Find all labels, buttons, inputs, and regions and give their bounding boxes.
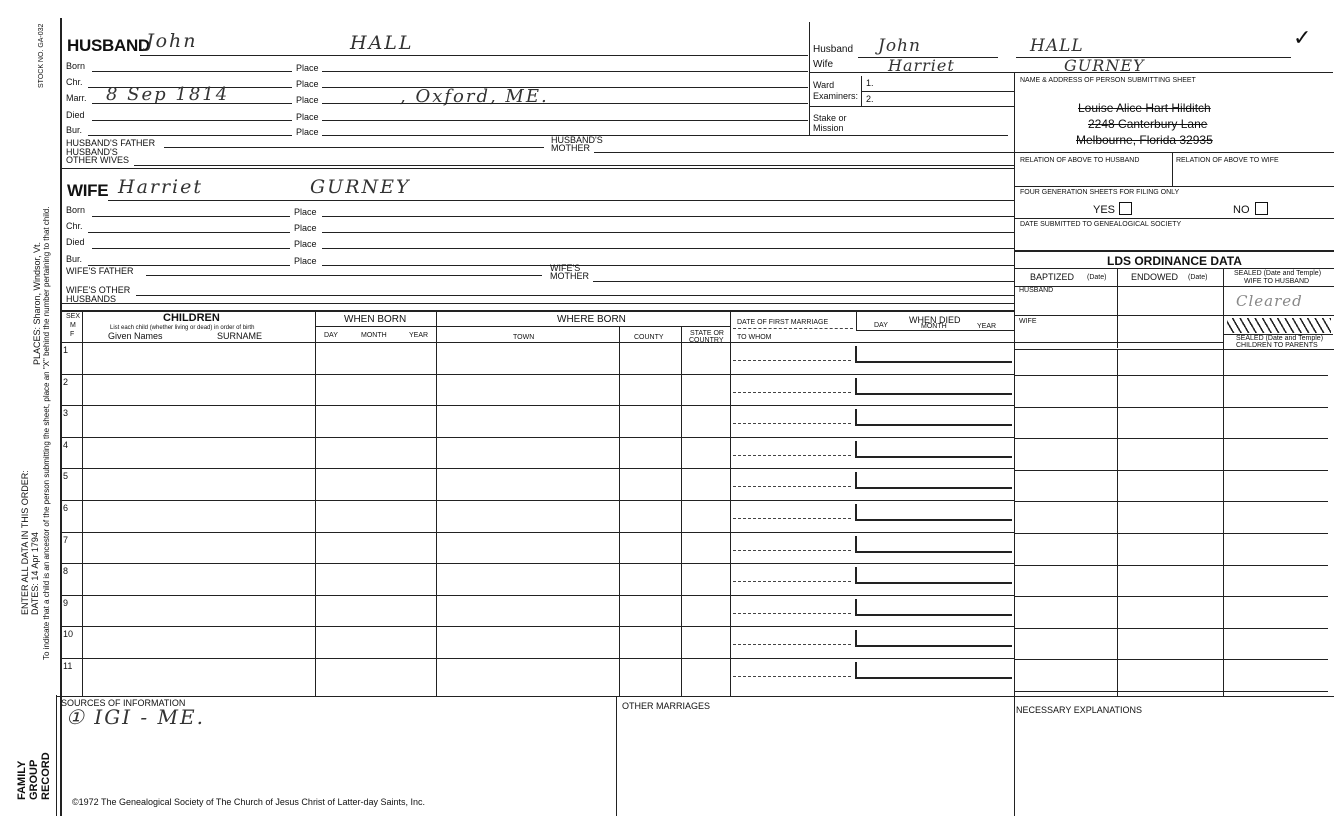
ward-wife-given[interactable]: Harriet [888,56,955,75]
submitter-line1[interactable]: Louise Alice Hart Hilditch [1078,101,1211,115]
husband-father-label: HUSBAND'S FATHER [66,138,156,148]
child-row-number: 2 [63,377,69,387]
lds-row-divider [1014,470,1328,471]
husband-marr-place[interactable]: , Oxford, ME. [400,86,549,107]
child-died-box[interactable] [855,662,1012,679]
county-label: COUNTY [634,334,664,341]
born-day-label: DAY [324,332,338,339]
husband-born-label: Born [66,61,86,71]
lds-endowed-label: ENDOWED [1131,272,1178,282]
lds-wife-label: WIFE [1019,318,1037,325]
child-marriage-dash [733,676,851,677]
lds-cleared: Cleared [1236,292,1303,310]
husband-other-wives-label-1: HUSBAND'S [66,147,118,157]
child-row-divider [60,563,1014,564]
child-row-number: 7 [63,535,69,545]
lds-row-divider [1014,596,1328,597]
child-marriage-dash [733,581,851,582]
where-born-label: WHERE BORN [557,314,626,325]
lds-row-divider [1014,659,1328,660]
wife-chr-place-label: Place [294,223,317,233]
examiners-label: Examiners: [813,91,859,101]
given-names-label: Given Names [108,331,163,341]
child-marriage-dash [733,392,851,393]
child-row-number: 3 [63,408,69,418]
lds-husband-label: HUSBAND [1019,287,1054,294]
child-row-number: 5 [63,471,69,481]
child-died-box[interactable] [855,599,1012,616]
child-died-box[interactable] [855,536,1012,553]
wife-born-label: Born [66,205,86,215]
wife-other-husbands-label-2: HUSBANDS [66,294,117,304]
lds-baptized-date-label: (Date) [1087,274,1107,281]
child-row-number: 1 [63,345,69,355]
child-row-divider [60,595,1014,596]
wife-mother-label-2: MOTHER [550,271,589,281]
stake-label-2: Mission [813,123,844,133]
lds-endowed-date-label: (Date) [1188,274,1208,281]
child-died-box[interactable] [855,504,1012,521]
child-row-divider [60,532,1014,533]
lds-row-divider [1014,628,1328,629]
child-row-number: 10 [63,629,74,639]
wife-chr-label: Chr. [66,221,83,231]
no-checkbox[interactable] [1255,202,1268,215]
child-died-box[interactable] [855,378,1012,395]
stock-number: STOCK NO. GA-032 [38,23,45,88]
husband-mother-label-2: MOTHER [551,143,590,153]
child-marriage-dash [733,423,851,424]
child-row-divider [60,658,1014,659]
child-marriage-dash [733,486,851,487]
sources-label: SOURCES OF INFORMATION [61,698,186,708]
sex-f-label: F [70,331,75,338]
stake-label-1: Stake or [813,113,847,123]
child-marriage-dash [733,518,851,519]
child-marriage-dash [733,613,851,614]
husband-mother-label-1: HUSBAND'S [551,135,603,145]
died-year-label: YEAR [977,323,997,330]
first-marriage-label: DATE OF FIRST MARRIAGE [737,319,829,326]
wife-mother-label-1: WIFE'S [550,263,581,273]
wife-surname[interactable]: GURNEY [310,176,411,198]
sealed-children-label-2: CHILDREN TO PARENTS [1236,342,1318,349]
lds-title: LDS ORDINANCE DATA [1107,254,1242,268]
town-label: TOWN [513,334,535,341]
lds-row-divider [1014,565,1328,566]
born-month-label: MONTH [361,332,387,339]
to-whom-label: TO WHOM [737,334,772,341]
relation-husband-label: RELATION OF ABOVE TO HUSBAND [1020,157,1140,164]
sex-label: SEX [66,313,81,320]
child-died-box[interactable] [855,441,1012,458]
born-year-label: YEAR [409,332,429,339]
ward-husband-given[interactable]: John [878,36,921,56]
instruction-enter: ENTER ALL DATA IN THIS ORDER: [20,470,30,615]
instruction-dates: DATES: 14 Apr 1794 [30,532,40,615]
child-row-divider [60,468,1014,469]
other-marriages-label: OTHER MARRIAGES [622,701,711,711]
children-title: CHILDREN [163,312,220,324]
sources-entry[interactable]: ① IGI - ME. [66,705,205,729]
sealed-wife-label-2: WIFE TO HUSBAND [1244,278,1310,285]
child-row-number: 6 [63,503,69,513]
child-row-divider [60,405,1014,406]
form-title-family: FAMILY [16,760,28,800]
wife-label: WIFE [67,181,109,200]
lds-row-divider [1014,407,1328,408]
wife-other-husbands-label-1: WIFE'S OTHER [66,285,131,295]
husband-other-wives-label-2: OTHER WIVES [66,155,130,165]
form-title-record: RECORD [40,752,52,800]
yes-checkbox[interactable] [1119,202,1132,215]
husband-name-line [140,55,808,56]
no-label: NO [1233,204,1250,216]
necessary-explanations-label: NECESSARY EXPLANATIONS [1016,705,1143,715]
wife-born-place-label: Place [294,207,317,217]
wife-given-name[interactable]: Harriet [118,176,204,198]
husband-born-place-label: Place [296,63,319,73]
sealed-wife-label-1: SEALED (Date and Temple) [1234,270,1322,277]
lds-baptized-label: BAPTIZED [1030,272,1075,282]
when-died-label: WHEN DIED [909,315,961,325]
wife-father-label: WIFE'S FATHER [66,266,134,276]
instruction-places: PLACES: Sharon, Windsor, Vt. [32,241,42,365]
lds-row-divider [1014,438,1328,439]
lds-row-divider [1014,501,1328,502]
lds-row-divider [1014,691,1328,692]
husband-died-label: Died [66,110,85,120]
husband-chr-place-label: Place [296,79,319,89]
sealed-children-label-1: SEALED (Date and Temple) [1236,335,1324,342]
checkmark: ✓ [1293,26,1312,51]
ward-husband-surname[interactable]: HALL [1030,36,1084,56]
child-died-box[interactable] [855,472,1012,489]
state-label-1: STATE OR [690,330,724,337]
husband-marr-label: Marr. [66,93,87,103]
died-day-label: DAY [874,322,888,329]
ward-wife-label: Wife [813,59,833,70]
child-row-divider [60,437,1014,438]
left-border-bottom [56,695,57,816]
sex-m-label: M [70,322,76,329]
child-marriage-dash [733,360,851,361]
submitter-line2[interactable]: 2248 Canterbury Lane [1088,117,1208,131]
husband-marr-date[interactable]: 8 Sep 1814 [106,84,230,105]
relation-wife-label: RELATION OF ABOVE TO WIFE [1176,157,1279,164]
ward-label: Ward [813,80,835,90]
submitter-line3[interactable]: Melbourne, Florida 32935 [1076,133,1213,147]
child-row-divider [60,374,1014,375]
copyright: ©1972 The Genealogical Society of The Church of Jesus Christ of Latter-day Saints, Inc. [72,797,425,807]
child-row-number: 8 [63,566,69,576]
wife-bur-place-label: Place [294,256,317,266]
hatched-area [1227,318,1331,333]
examiner-1: 1. [866,78,874,88]
husband-chr-label: Chr. [66,77,83,87]
child-died-box[interactable] [855,409,1012,426]
submitter-label: NAME & ADDRESS OF PERSON SUBMITTING SHEET [1020,77,1196,84]
husband-bur-place-label: Place [296,127,319,137]
examiner-2: 2. [866,94,874,104]
child-marriage-dash [733,644,851,645]
child-row-divider [60,626,1014,627]
child-marriage-dash [733,455,851,456]
child-marriage-dash [733,550,851,551]
date-submitted-label: DATE SUBMITTED TO GENEALOGICAL SOCIETY [1020,221,1182,228]
husband-bur-label: Bur. [66,125,83,135]
state-label-2: COUNTRY [689,337,724,344]
husband-label: HUSBAND [67,36,150,55]
wife-bur-label: Bur. [66,254,83,264]
ward-wife-surname[interactable]: GURNEY [1064,56,1145,75]
husband-marr-place-label: Place [296,95,319,105]
child-row-number: 4 [63,440,69,450]
ward-husband-label: Husband [813,44,854,55]
husband-died-place-label: Place [296,112,319,122]
child-row-number: 11 [63,661,73,671]
husband-given-name[interactable]: John [146,30,198,52]
surname-label: SURNAME [217,331,263,341]
child-row-divider [60,500,1014,501]
when-born-label: WHEN BORN [344,314,407,325]
child-died-box[interactable] [855,567,1012,584]
died-month-label: MONTH [921,323,947,330]
yes-label: YES [1093,204,1116,216]
child-died-box[interactable] [855,346,1012,363]
four-gen-label: FOUR GENERATION SHEETS FOR FILING ONLY [1020,189,1180,196]
form-title-group: GROUP [28,759,40,800]
lds-row-divider [1014,375,1328,376]
wife-died-label: Died [66,237,85,247]
wife-died-place-label: Place [294,239,317,249]
child-row-number: 9 [63,598,69,608]
children-instruction: List each child (whether living or dead) in order of birth [110,325,255,331]
child-died-box[interactable] [855,630,1012,647]
instruction-indicate: To indicate that a child is an ancestor of the person submitting the sheet, place an "X" behind the number pertaining to that child. [42,206,51,660]
lds-row-divider [1014,533,1328,534]
husband-surname[interactable]: HALL [350,32,414,54]
